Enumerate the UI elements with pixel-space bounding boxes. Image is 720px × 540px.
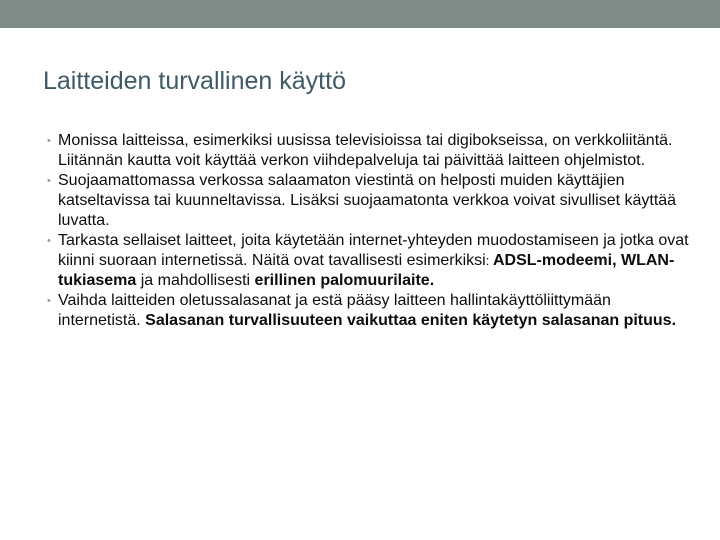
bullet-text-bold: Salasanan turvallisuuteen vaikuttaa eniten käytetyn salasanan pituus. bbox=[145, 312, 677, 329]
top-accent-bar bbox=[0, 0, 720, 28]
bullet-dot-icon: • bbox=[47, 235, 51, 247]
bullet-item bbox=[47, 171, 694, 231]
bullet-item bbox=[47, 231, 694, 291]
bullet-text: ja mahdollisesti bbox=[136, 272, 255, 289]
bullet-text: : bbox=[485, 253, 493, 268]
bullet-text: Monissa laitteissa, esimerkiksi uusissa televisioissa tai digibokseissa, on verkkoliitäntä. Liitännän kautta voit käyttää verkon viihdepalveluja tai päivittää laitteen ohjelmistot. bbox=[58, 132, 673, 169]
bullet-list bbox=[47, 131, 694, 331]
bullet-dot-icon: • bbox=[47, 175, 51, 187]
bullet-item bbox=[47, 291, 694, 331]
bullet-text-bold: erillinen palomuurilaite. bbox=[254, 272, 435, 289]
bullet-dot-icon: • bbox=[47, 295, 51, 307]
bullet-text: Suojaamattomassa verkossa salaamaton viestintä on helposti muiden käyttäjien katseltavissa tai kuunneltavissa. Lisäksi suojaamatonta verkkoa voivat sivulliset käyttää luvatta. bbox=[58, 172, 677, 229]
bullet-dot-icon: • bbox=[47, 135, 51, 147]
bullet-text: Vaihda laitteiden oletussalasanat ja estä pääsy laitteen hallintakäyttöliittymään internetistä. bbox=[58, 292, 611, 329]
slide-title: Laitteiden turvallinen käyttö bbox=[43, 67, 346, 95]
bullet-item bbox=[47, 131, 694, 171]
bullet-text-bold: ADSL-modeemi, WLAN-tukiasema bbox=[58, 252, 675, 289]
bullet-text: Tarkasta sellaiset laitteet, joita käytetään internet-yhteyden muodostamiseen ja jotka ovat kiinni suoraan internetissä. Näitä ovat tavallisesti esimerkiksi bbox=[58, 232, 689, 269]
